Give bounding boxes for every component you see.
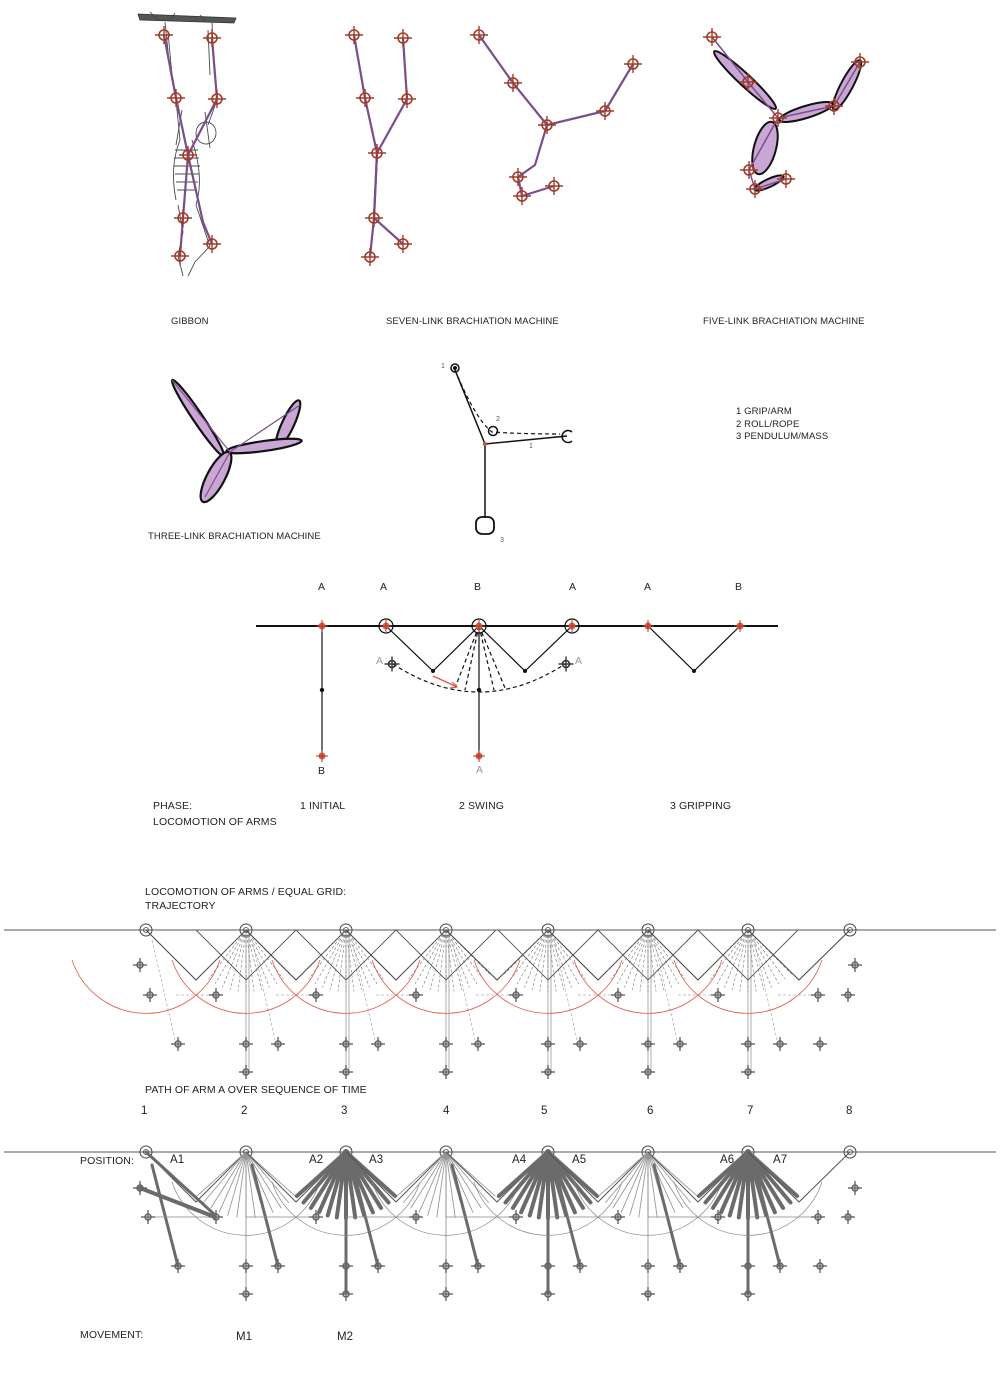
phase-top-letter: A xyxy=(318,581,326,593)
joint-marker xyxy=(155,26,173,44)
pendulum-legend xyxy=(736,406,828,444)
joint-marker xyxy=(777,170,795,188)
path-fan xyxy=(474,1146,648,1301)
phase-top-letter: A xyxy=(644,581,652,593)
joint-marker xyxy=(339,1287,353,1301)
joint-marker xyxy=(813,1037,827,1051)
joint-marker xyxy=(271,1259,285,1273)
joint-marker xyxy=(368,144,386,162)
movement-marker: M1 xyxy=(236,1331,253,1343)
joint-marker xyxy=(741,1037,755,1051)
joint-marker xyxy=(208,90,226,108)
path-fan xyxy=(272,1146,446,1301)
joint-marker xyxy=(356,89,374,107)
joint-marker xyxy=(513,187,531,205)
movement-marker: M2 xyxy=(337,1331,354,1343)
joint-marker xyxy=(624,55,642,73)
position-marker: A4 xyxy=(512,1154,527,1166)
position-marker: A7 xyxy=(773,1154,788,1166)
path-number: 8 xyxy=(846,1105,853,1117)
joint-marker xyxy=(641,1259,655,1273)
legend-item-pendulum: 3 PENDULUM/MASS xyxy=(736,431,829,442)
joint-marker xyxy=(641,1065,655,1079)
joint-marker xyxy=(171,247,189,265)
joint-marker xyxy=(371,1259,385,1273)
trajectory-fan xyxy=(674,924,850,1079)
joint-marker xyxy=(841,1210,855,1224)
joint-marker xyxy=(848,1181,862,1195)
joint-marker xyxy=(239,1287,253,1301)
legend-item-grip: 1 GRIP/ARM xyxy=(736,406,792,417)
joint-marker xyxy=(741,1259,755,1273)
joint-marker xyxy=(509,168,527,186)
joint-marker xyxy=(239,1037,253,1051)
joint-marker xyxy=(271,1037,285,1051)
joint-marker xyxy=(848,958,862,972)
joint-marker xyxy=(361,248,379,266)
joint-marker xyxy=(239,1259,253,1273)
trajectory-title: LOCOMOTION OF ARMS / EQUAL GRID: xyxy=(145,886,347,898)
three-link-machine xyxy=(168,377,304,506)
joint-marker xyxy=(641,1287,655,1301)
phase-top-letter: B xyxy=(474,581,482,593)
five-link-machine xyxy=(710,37,865,193)
joint-marker xyxy=(841,988,855,1002)
joint-marker xyxy=(541,1259,555,1273)
pendulum-number-1b: 1 xyxy=(529,443,533,450)
joint-marker xyxy=(611,988,625,1002)
path-diagram xyxy=(4,1146,996,1301)
path-number: 3 xyxy=(341,1105,348,1117)
path-number: 2 xyxy=(241,1105,248,1117)
trajectory-fan xyxy=(72,924,246,1051)
phase-subtitle: LOCOMOTION OF ARMS xyxy=(153,816,277,828)
path-fan xyxy=(674,1146,850,1301)
joint-marker xyxy=(471,1259,485,1273)
path-number: 4 xyxy=(443,1105,450,1117)
pendulum-number-1: 1 xyxy=(441,363,445,370)
position-marker: A2 xyxy=(309,1154,324,1166)
path-fan xyxy=(372,1146,548,1301)
joint-marker xyxy=(541,1037,555,1051)
joint-marker xyxy=(309,988,323,1002)
phase-top-letter: B xyxy=(735,581,743,593)
joint-marker xyxy=(409,1210,423,1224)
phase-joint xyxy=(316,620,328,632)
path-title: PATH OF ARM A OVER SEQUENCE OF TIME xyxy=(145,1084,367,1096)
pendulum-number-3: 3 xyxy=(500,537,504,544)
pendulum-model xyxy=(451,364,572,534)
gibbon-figure xyxy=(138,12,236,276)
phase-step-swing: 2 SWING xyxy=(459,800,505,812)
branch xyxy=(138,14,236,23)
joint-marker xyxy=(439,1037,453,1051)
position-marker: A6 xyxy=(720,1154,735,1166)
joint-marker xyxy=(133,958,147,972)
joint-marker xyxy=(439,1065,453,1079)
legend-item-roll: 2 ROLL/ROPE xyxy=(736,418,800,430)
trajectory-fan xyxy=(172,924,346,1079)
joint-marker xyxy=(559,657,574,672)
joint-marker xyxy=(596,102,614,120)
joint-marker xyxy=(203,29,221,47)
joint-marker xyxy=(385,657,400,672)
path-number: 1 xyxy=(141,1105,148,1117)
seven-link-label: SEVEN-LINK BRACHIATION MACHINE xyxy=(386,316,559,327)
phase-bottom-letter: B xyxy=(318,765,326,777)
joint-marker xyxy=(371,1037,385,1051)
phase-top-letter: A xyxy=(380,581,388,593)
joint-marker xyxy=(394,29,412,47)
trajectory-fan xyxy=(372,924,548,1079)
joint-marker xyxy=(811,988,825,1002)
trajectory-diagram xyxy=(4,924,996,1079)
phase-bottom-letter: A xyxy=(476,764,484,776)
joint-marker xyxy=(339,1065,353,1079)
joint-marker xyxy=(773,1259,787,1273)
joint-marker xyxy=(345,26,363,44)
path-fan xyxy=(172,1146,346,1301)
five-link-label: FIVE-LINK BRACHIATION MACHINE xyxy=(703,316,865,327)
trajectory-fan xyxy=(272,924,446,1079)
joint-marker xyxy=(741,1065,755,1079)
joint-marker xyxy=(171,1259,185,1273)
joint-marker xyxy=(673,1037,687,1051)
phase-top-letter: A xyxy=(569,581,577,593)
joint-marker xyxy=(174,209,192,227)
joint-marker xyxy=(409,988,423,1002)
joint-marker xyxy=(141,1210,155,1224)
joint-marker xyxy=(339,1037,353,1051)
joint-marker xyxy=(209,988,223,1002)
movement-label: MOVEMENT: xyxy=(80,1329,144,1341)
joint-marker xyxy=(398,90,416,108)
path-number: 6 xyxy=(647,1105,654,1117)
three-link-label: THREE-LINK BRACHIATION MACHINE xyxy=(148,531,321,542)
joint-marker xyxy=(541,1287,555,1301)
joint-marker xyxy=(509,988,523,1002)
joint-marker xyxy=(143,988,157,1002)
phase-step-gripping: 3 GRIPPING xyxy=(670,800,732,812)
joint-marker xyxy=(545,177,563,195)
joint-marker xyxy=(773,1037,787,1051)
trajectory-subtitle: TRAJECTORY xyxy=(145,900,216,912)
joint-marker xyxy=(811,1210,825,1224)
phase-diagram xyxy=(256,619,778,756)
phase-title: PHASE: xyxy=(153,800,193,812)
joint-marker xyxy=(339,1259,353,1273)
path-number: 5 xyxy=(541,1105,548,1117)
joint-marker xyxy=(641,1037,655,1051)
position-marker: A1 xyxy=(170,1154,185,1166)
joint-marker xyxy=(813,1259,827,1273)
phase-joint xyxy=(473,750,485,762)
seven-link-machine xyxy=(354,35,407,257)
phase-joint xyxy=(316,750,328,762)
phase-ghost-letter: A xyxy=(376,655,384,667)
joint-marker xyxy=(711,988,725,1002)
pendulum-number-2: 2 xyxy=(496,416,500,423)
joint-marker xyxy=(573,1259,587,1273)
joint-marker xyxy=(573,1037,587,1051)
phase-ghost-letter: A xyxy=(575,655,583,667)
joint-marker xyxy=(611,1210,625,1224)
joint-marker xyxy=(741,1287,755,1301)
seven-link-machine-pose-2 xyxy=(479,35,633,196)
trajectory-fan xyxy=(574,924,748,1079)
joint-marker xyxy=(471,1037,485,1051)
joint-marker xyxy=(439,1259,453,1273)
path-number: 7 xyxy=(747,1105,754,1117)
position-label: POSITION: xyxy=(80,1155,134,1167)
joint-marker xyxy=(470,26,488,44)
position-marker: A5 xyxy=(572,1154,587,1166)
gibbon-label: GIBBON xyxy=(171,316,209,327)
position-marker: A3 xyxy=(369,1154,384,1166)
joint-marker xyxy=(167,89,185,107)
path-fan xyxy=(574,1146,748,1301)
joint-marker xyxy=(133,1181,147,1195)
phase-joint-markers xyxy=(316,620,746,762)
joint-marker xyxy=(541,1065,555,1079)
joint-marker xyxy=(439,1287,453,1301)
joint-marker xyxy=(703,28,721,46)
joint-marker xyxy=(171,1037,185,1051)
trajectory-fan xyxy=(474,924,648,1079)
joint-marker xyxy=(673,1259,687,1273)
phase-step-initial: 1 INITIAL xyxy=(300,800,346,812)
joint-marker xyxy=(239,1065,253,1079)
